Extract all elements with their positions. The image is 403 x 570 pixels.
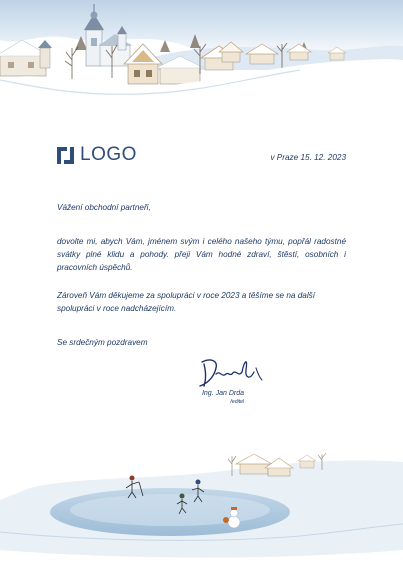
signer-name: Ing. Jan Drda [201,390,244,397]
letter-date: v Praze 15. 12. 2023 [270,153,346,162]
salutation: Vážení obchodní partneři, [57,203,151,212]
winter-village-illustration [0,0,403,118]
closing: Se srdečným pozdravem [57,338,148,347]
signer-role: ředitel [230,399,244,405]
ice-skating-illustration [0,440,403,570]
paragraph-1: dovolte mi, abych Vám, jménem svým i celého našeho týmu, popřál radostné svátky plné klidu a pohody. přeji Vám hodné zdraví, štěstí, osobních i pracovních úspěchů. [57,237,346,272]
logo-text: LOGO [80,144,137,165]
paragraph-2: Zároveň Vám děkujeme za spolupráci v roce 2023 a těšíme se na další spolupráci v roce nadcházejícím. [57,291,316,313]
handwritten-signature [196,348,268,390]
company-logo [57,145,137,165]
logo-square-icon [57,147,74,164]
